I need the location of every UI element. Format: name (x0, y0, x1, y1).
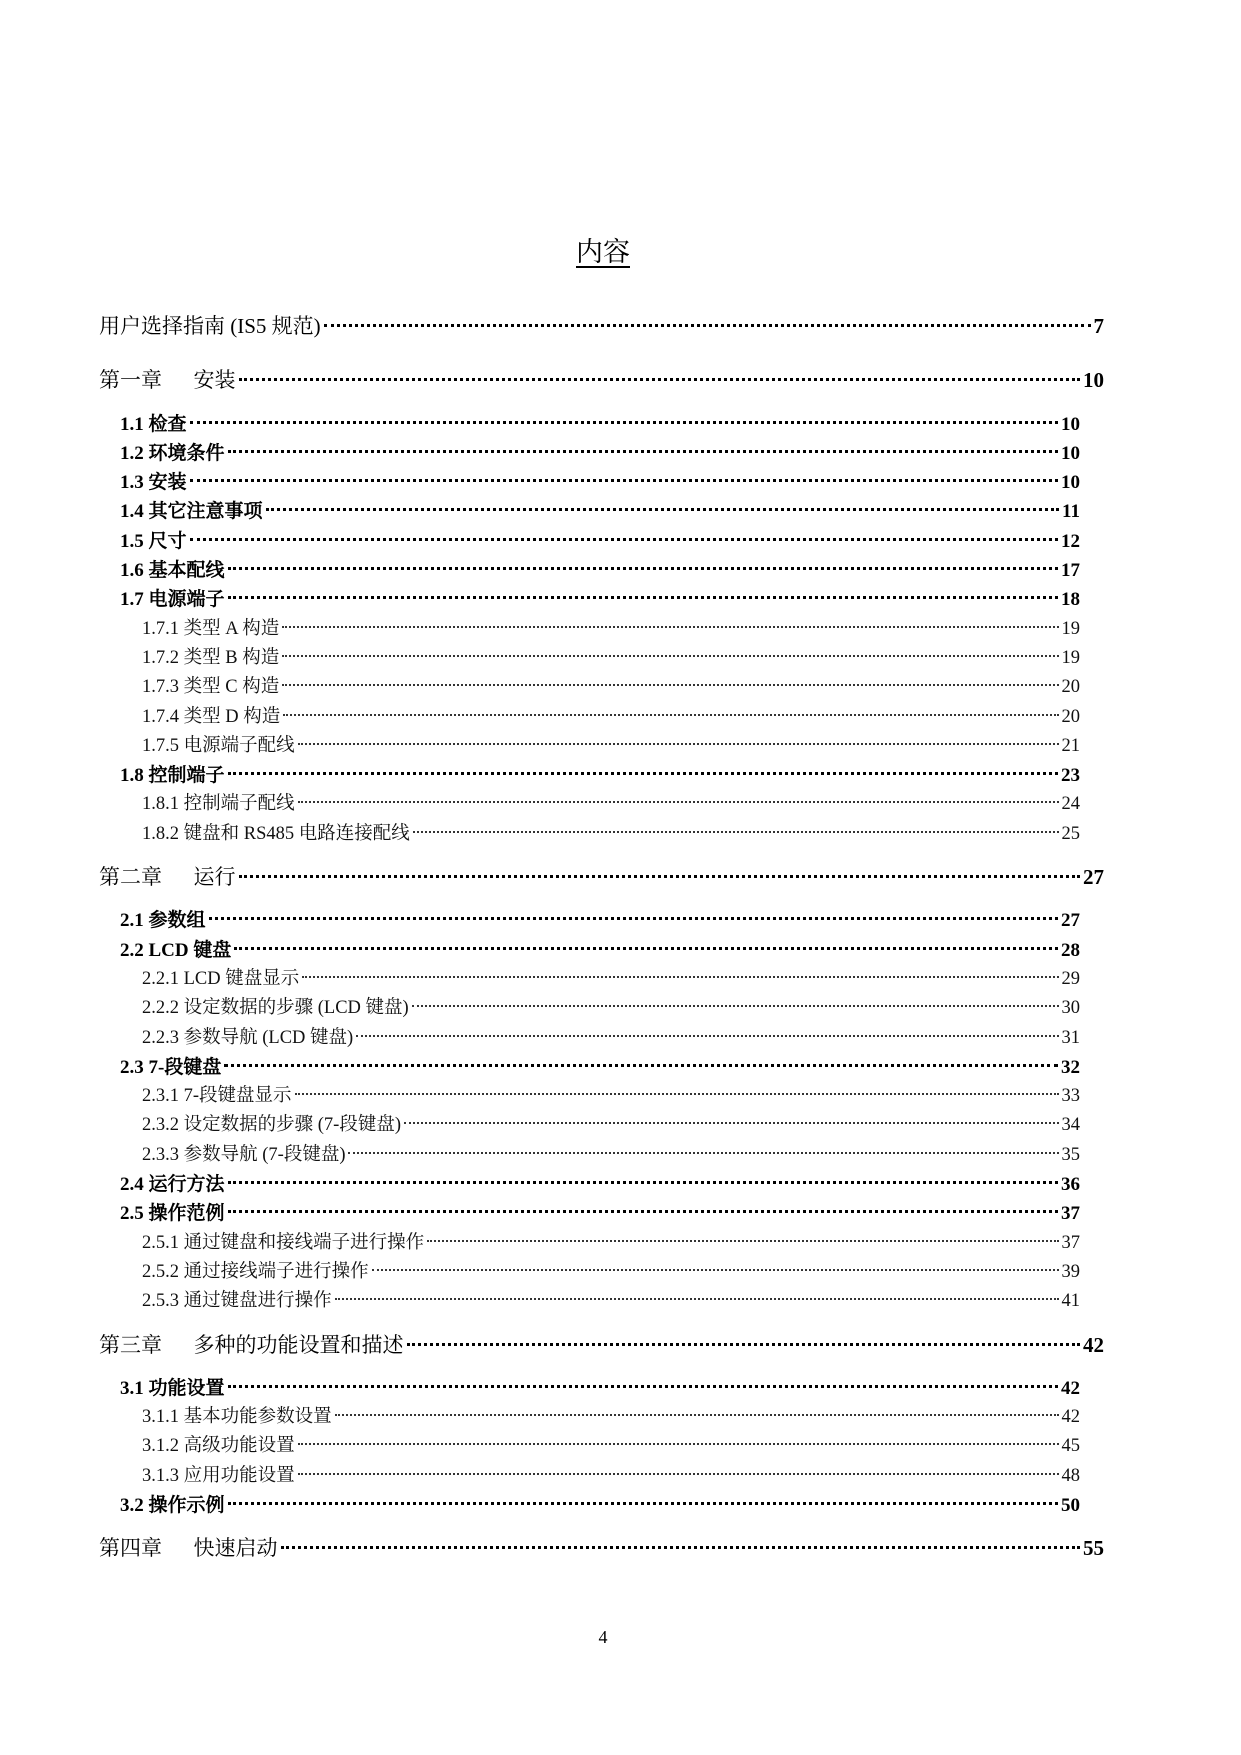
toc-entry-page: 29 (1061, 968, 1080, 989)
dot-leader (427, 1240, 1058, 1242)
dot-leader (298, 743, 1059, 745)
toc-subsection-entry[interactable] (99, 994, 1104, 1023)
dot-leader (190, 538, 1058, 541)
toc-entry-label: 2.3.3 参数导航 (7-段键盘) (142, 1144, 346, 1165)
toc-entry-label: 1.7.1 类型 A 构造 (142, 618, 280, 639)
toc-entry-label: 1.7.4 类型 D 构造 (142, 706, 281, 727)
toc-entry-page: 25 (1061, 823, 1080, 844)
toc-entry-page: 23 (1061, 765, 1080, 787)
toc-subsection-entry[interactable] (99, 1111, 1104, 1140)
toc-entry-page: 20 (1061, 677, 1080, 698)
toc-entry-label: 1.7.5 电源端子配线 (142, 735, 295, 756)
toc-subsection-entry[interactable] (99, 1432, 1104, 1461)
toc-subsection-entry[interactable] (99, 644, 1104, 673)
toc-subsection-entry[interactable] (99, 965, 1104, 994)
toc-chapter-entry[interactable] (99, 312, 1104, 341)
toc-subsection-entry[interactable] (99, 1141, 1104, 1170)
toc-entry-label: 3.1.1 基本功能参数设置 (142, 1407, 332, 1428)
toc-entry-label: 1.8 控制端子 (120, 765, 225, 787)
toc-entry-label: 2.3.1 7-段键盘显示 (142, 1086, 292, 1107)
dot-leader (335, 1298, 1059, 1300)
toc-entry-label: 2.2 LCD 键盘 (120, 939, 232, 961)
toc-entry-page: 37 (1061, 1203, 1080, 1225)
toc-section-entry[interactable] (99, 410, 1104, 439)
toc-subsection-entry[interactable] (99, 790, 1104, 819)
toc-subsection-entry[interactable] (99, 703, 1104, 732)
toc-entry-label: 2.3.2 设定数据的步骤 (7-段键盘) (142, 1115, 401, 1136)
toc-entry-label: 1.8.2 键盘和 RS485 电路连接配线 (142, 823, 410, 844)
toc-entry-page: 27 (1061, 910, 1080, 932)
toc-entry-page: 45 (1061, 1436, 1080, 1457)
toc-entry-label: 1.7 电源端子 (120, 589, 225, 611)
dot-leader (283, 714, 1058, 716)
toc-entry-page: 35 (1061, 1144, 1080, 1165)
toc-entry-label: 2.5.2 通过接线端子进行操作 (142, 1261, 369, 1282)
dot-leader (412, 1005, 1059, 1007)
toc-subsection-entry[interactable] (99, 673, 1104, 702)
toc-entry-label: 2.5 操作范例 (120, 1203, 225, 1225)
toc-entry-label: 1.3 安装 (120, 472, 187, 494)
dot-leader (298, 1473, 1059, 1475)
dot-leader (228, 772, 1058, 775)
dot-leader (228, 1502, 1058, 1505)
toc-subsection-entry[interactable] (99, 820, 1104, 849)
dot-leader (407, 1343, 1081, 1346)
dot-leader (298, 1443, 1059, 1445)
toc-subsection-entry[interactable] (99, 615, 1104, 644)
toc-section-entry[interactable] (99, 1170, 1104, 1199)
dot-leader (239, 875, 1081, 878)
toc-entry-label: 1.7.3 类型 C 构造 (142, 677, 280, 698)
page-title: 内容 (576, 237, 630, 267)
dot-leader (266, 508, 1060, 511)
dot-leader (413, 831, 1059, 833)
toc-section-entry[interactable] (99, 761, 1104, 790)
toc-entry-page: 31 (1061, 1027, 1080, 1048)
toc-section-entry[interactable] (99, 936, 1104, 965)
toc-entry-label: 第一章 安装 (99, 368, 236, 393)
toc-entry-label: 1.6 基本配线 (120, 560, 225, 582)
toc-section-entry[interactable] (99, 1491, 1104, 1520)
toc-entry-page: 7 (1093, 314, 1104, 338)
toc-entry-page: 20 (1061, 706, 1080, 727)
toc-entry-page: 24 (1061, 794, 1080, 815)
toc-entry-label: 2.1 参数组 (120, 910, 206, 932)
toc-entry-label: 3.1.2 高级功能设置 (142, 1436, 295, 1457)
toc-section-entry[interactable] (99, 439, 1104, 468)
toc-entry-label: 第四章 快速启动 (99, 1536, 278, 1561)
dot-leader (224, 1064, 1058, 1067)
dot-leader (282, 655, 1058, 657)
toc-entry-page: 10 (1083, 368, 1104, 393)
toc-section-entry[interactable] (99, 468, 1104, 497)
dot-leader (228, 450, 1058, 453)
dot-leader (356, 1035, 1058, 1037)
toc-section-entry[interactable] (99, 556, 1104, 585)
toc-entry-page: 12 (1061, 530, 1080, 552)
toc-entry-page: 55 (1083, 1536, 1104, 1561)
toc-section-entry[interactable] (99, 1199, 1104, 1228)
toc-entry-page: 28 (1061, 939, 1080, 961)
toc-entry-label: 1.7.2 类型 B 构造 (142, 647, 280, 668)
toc-entry-page: 36 (1061, 1174, 1080, 1196)
toc-entry-label: 2.3 7-段键盘 (120, 1056, 222, 1078)
toc-subsection-entry[interactable] (99, 1024, 1104, 1053)
table-of-contents (99, 312, 1104, 1578)
toc-entry-page: 17 (1061, 560, 1080, 582)
toc-subsection-entry[interactable] (99, 1082, 1104, 1111)
toc-entry-label: 2.2.1 LCD 键盘显示 (142, 968, 300, 989)
toc-entry-page: 19 (1061, 647, 1080, 668)
dot-leader (302, 976, 1058, 978)
toc-entry-page: 41 (1061, 1291, 1080, 1312)
dot-leader (348, 1152, 1058, 1154)
toc-section-entry[interactable] (99, 1374, 1104, 1403)
dot-leader (209, 917, 1058, 920)
toc-entry-page: 33 (1061, 1086, 1080, 1107)
toc-entry-page: 42 (1061, 1407, 1080, 1428)
toc-entry-label: 1.2 环境条件 (120, 442, 225, 464)
toc-entry-page: 11 (1062, 501, 1080, 523)
toc-entry-page: 10 (1061, 413, 1080, 435)
toc-subsection-entry[interactable] (99, 1462, 1104, 1491)
toc-section-entry[interactable] (99, 527, 1104, 556)
toc-entry-page: 21 (1061, 735, 1080, 756)
toc-entry-label: 1.4 其它注意事项 (120, 501, 263, 523)
dot-leader (190, 421, 1058, 424)
toc-entry-label: 第二章 运行 (99, 865, 236, 890)
toc-subsection-entry[interactable] (99, 732, 1104, 761)
toc-entry-label: 2.2.3 参数导航 (LCD 键盘) (142, 1027, 354, 1048)
dot-leader (298, 801, 1059, 803)
toc-entry-page: 10 (1061, 472, 1080, 494)
toc-entry-page: 32 (1061, 1056, 1080, 1078)
toc-entry-page: 37 (1061, 1232, 1080, 1253)
toc-entry-page: 48 (1061, 1465, 1080, 1486)
toc-entry-page: 10 (1061, 442, 1080, 464)
dot-leader (228, 1385, 1058, 1388)
toc-entry-label: 用户选择指南 (IS5 规范) (99, 314, 321, 338)
toc-subsection-entry[interactable] (99, 1287, 1104, 1316)
dot-leader (372, 1269, 1059, 1271)
dot-leader (324, 324, 1091, 327)
dot-leader (335, 1414, 1059, 1416)
toc-subsection-entry[interactable] (99, 1229, 1104, 1258)
dot-leader (228, 567, 1058, 570)
toc-entry-label: 3.2 操作示例 (120, 1494, 225, 1516)
dot-leader (228, 1181, 1058, 1184)
toc-chapter-entry[interactable] (99, 366, 1104, 395)
toc-entry-label: 2.5.3 通过键盘进行操作 (142, 1291, 332, 1312)
dot-leader (234, 947, 1058, 950)
toc-entry-label: 第三章 多种的功能设置和描述 (99, 1332, 404, 1357)
toc-entry-label: 1.8.1 控制端子配线 (142, 794, 295, 815)
toc-section-entry[interactable] (99, 906, 1104, 935)
toc-entry-label: 1.5 尺寸 (120, 530, 187, 552)
dot-leader (190, 479, 1058, 482)
dot-leader (239, 378, 1081, 381)
toc-subsection-entry[interactable] (99, 1403, 1104, 1432)
page-number: 4 (598, 1627, 608, 1647)
dot-leader (281, 1546, 1081, 1549)
toc-chapter-entry[interactable] (99, 1534, 1104, 1563)
toc-entry-page: 39 (1061, 1261, 1080, 1282)
dot-leader (404, 1122, 1059, 1124)
toc-entry-label: 2.5.1 通过键盘和接线端子进行操作 (142, 1232, 425, 1253)
dot-leader (282, 684, 1058, 686)
dot-leader (228, 1210, 1058, 1213)
dot-leader (295, 1093, 1059, 1095)
toc-entry-page: 18 (1061, 589, 1080, 611)
toc-entry-page: 50 (1061, 1494, 1080, 1516)
toc-entry-page: 34 (1061, 1115, 1080, 1136)
toc-entry-label: 2.2.2 设定数据的步骤 (LCD 键盘) (142, 998, 409, 1019)
dot-leader (282, 626, 1058, 628)
toc-entry-label: 2.4 运行方法 (120, 1174, 225, 1196)
toc-section-entry[interactable] (99, 1053, 1104, 1082)
toc-section-entry[interactable] (99, 585, 1104, 614)
toc-entry-page: 42 (1061, 1377, 1080, 1399)
toc-chapter-entry[interactable] (99, 863, 1104, 892)
toc-entry-label: 1.1 检查 (120, 413, 187, 435)
toc-chapter-entry[interactable] (99, 1331, 1104, 1360)
toc-entry-label: 3.1.3 应用功能设置 (142, 1465, 295, 1486)
toc-entry-label: 3.1 功能设置 (120, 1377, 225, 1399)
toc-entry-page: 30 (1061, 998, 1080, 1019)
toc-section-entry[interactable] (99, 497, 1104, 526)
toc-entry-page: 27 (1083, 865, 1104, 890)
toc-entry-page: 42 (1083, 1332, 1104, 1357)
toc-subsection-entry[interactable] (99, 1258, 1104, 1287)
dot-leader (228, 596, 1058, 599)
toc-entry-page: 19 (1061, 618, 1080, 639)
